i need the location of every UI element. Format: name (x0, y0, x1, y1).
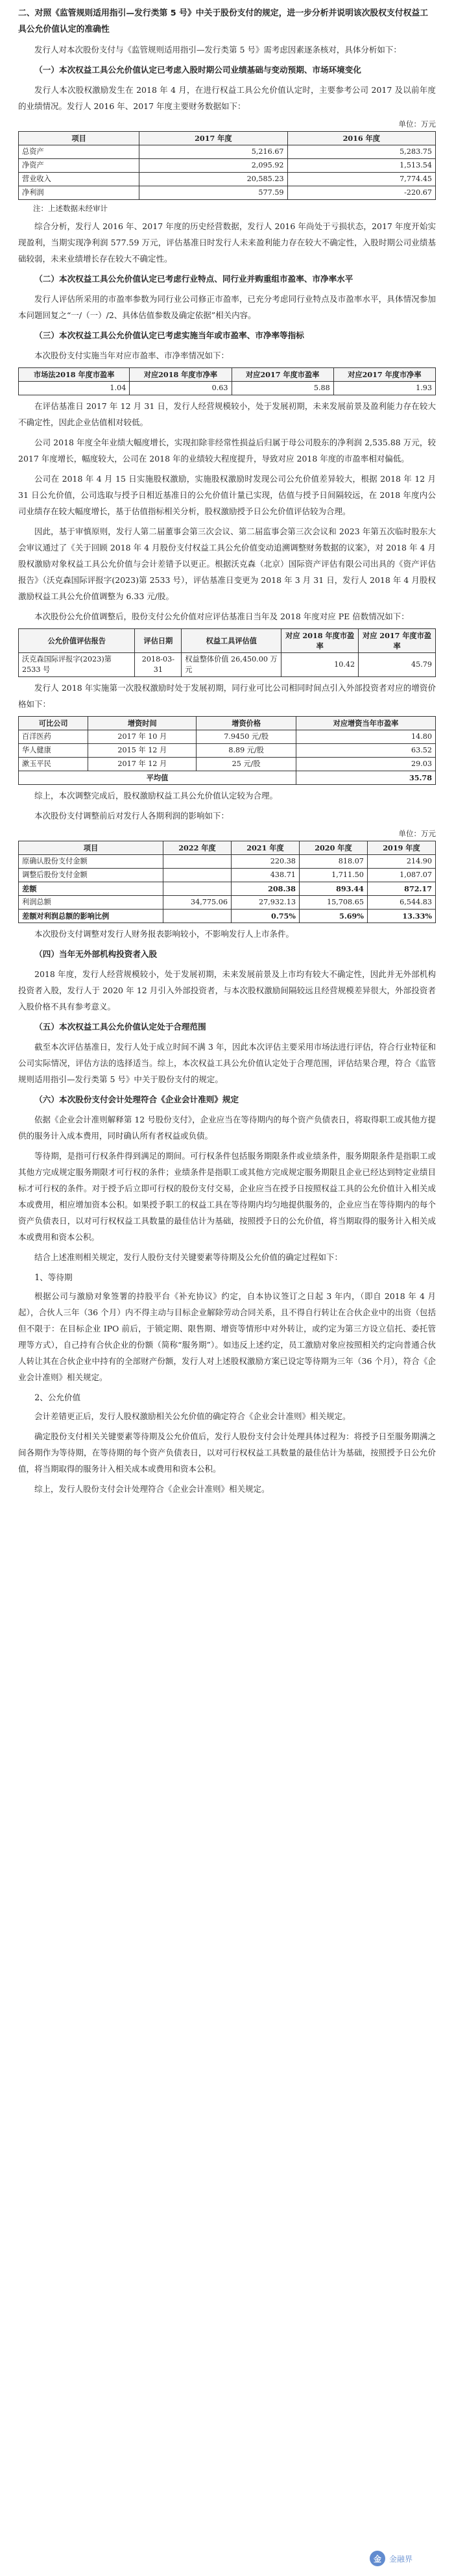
table-cell: 5,283.75 (287, 145, 435, 159)
table-header-row (19, 368, 436, 382)
table-header: 权益工具评估值 (182, 629, 281, 653)
table-cell: 214.90 (367, 855, 435, 869)
table-row (19, 730, 436, 744)
table-cell: 15,708.65 (299, 896, 367, 910)
table-cell (163, 882, 231, 896)
comparable-companies-table (18, 716, 436, 785)
table-cell (163, 869, 231, 882)
table-header-row (19, 629, 436, 653)
table-cell: 220.38 (231, 855, 299, 869)
table-cell: 2,095.92 (139, 159, 287, 173)
table-cell: 1.04 (19, 382, 130, 395)
table-cell: 20,585.23 (139, 173, 287, 186)
unit-label: 单位：万元 (398, 829, 436, 838)
paragraph: 本次股份公允价值调整后，股份支付公允价值对应评估基准日当年及 2018 年度对应 PE 倍数情况如下： (34, 612, 409, 621)
table-header: 对应2017 年度市盈率 (232, 368, 333, 382)
paragraph: 在评估基准日 2017 年 12 月 31 日，发行人经营规模较小，处于发展初期，未来发展前景及盈利能力存在较大不确定性，因此企业估值相对较低。 (18, 401, 436, 427)
sub-item-title: 1、等待期 (34, 1272, 73, 1282)
table-cell: 2017 年 12 月 (88, 758, 197, 771)
table-cell: 5.69% (299, 910, 367, 923)
table-cell: 872.17 (367, 882, 435, 896)
table-cell: 438.71 (231, 869, 299, 882)
table-cell: 27,932.13 (231, 896, 299, 910)
table-row (19, 186, 436, 200)
table-header-row (19, 841, 436, 855)
table-header-row (19, 132, 436, 145)
financial-table (18, 131, 436, 200)
table-cell (163, 855, 231, 869)
table-cell: 577.59 (139, 186, 287, 200)
table-row (19, 382, 436, 395)
table-header: 对应 2018 年度市盈率 (281, 629, 359, 653)
pe-pb-table (18, 367, 436, 395)
table-header: 公允价值评估报告 (19, 629, 135, 653)
average-value: 35.78 (296, 771, 435, 785)
table-header: 项目 (19, 841, 163, 855)
table-cell: 7,774.45 (287, 173, 435, 186)
table-header: 对应2017 年度市净率 (333, 368, 435, 382)
table-header: 对应2018 年度市净率 (130, 368, 232, 382)
paragraph: 综上，本次调整完成后，股权激励权益工具公允价值认定较为合理。 (34, 791, 278, 800)
paragraph: 因此，基于审慎原则，发行人第二届董事会第三次会议、第二届监事会第三次会议和 2023 年第五次临时股东大会审议通过了《关于回顾 2018 年 4 月股份支付权益工具公允价值变动追溯调整财务数据的议案》，对 2018 年 4 月股权激励对象权益工具公允价值与会计差错予以更正。根据沃克森（北京）国际资产评估有限公司出具的《资产评估报告》（沃克森国际评报字(2023)第 2533 号），评估基准日变更为 2018 年 3 月 31 日，发行人 2018 年 4 月股权激励权益工具公允价值调整为 6.33 元/股。 (18, 526, 436, 601)
table-cell: 29.03 (296, 758, 435, 771)
table-cell: 63.52 (296, 744, 435, 758)
subsection-title-4: （四）当年无外部机构投资者入股 (34, 949, 158, 959)
table-header: 2016 年度 (287, 132, 435, 145)
table-cell: 7.9450 元/股 (197, 730, 296, 744)
table-row (19, 173, 436, 186)
table-cell: 漱玉平民 (19, 758, 88, 771)
paragraph: 发行人本次股权激励发生在 2018 年 4 月，在进行权益工具公允价值认定时，主要参考公司 2017 及以前年度的业绩情况。发行人 2016 年、2017 年度主要财务数据如下： (18, 85, 436, 111)
table-cell: 25 元/股 (197, 758, 296, 771)
watermark-logo (370, 2550, 441, 2567)
subsection-title-6: （六）本次股份支付会计处理符合《企业会计准则》规定 (34, 1095, 239, 1104)
table-cell: 净利润 (19, 186, 139, 200)
table-row (19, 159, 436, 173)
table-cell: 净资产 (19, 159, 139, 173)
table-row (19, 910, 436, 923)
table-cell: 差额 (19, 882, 163, 896)
table-row (19, 145, 436, 159)
table-cell: 8.89 元/股 (197, 744, 296, 758)
table-cell: 1,087.07 (367, 869, 435, 882)
table-row (19, 882, 436, 896)
table-cell: 华人健康 (19, 744, 88, 758)
subsection-title-3: （三）本次权益工具公允价值认定已考虑实施当年或市盈率、市净率等指标 (34, 330, 304, 340)
paragraph: 确定股份支付相关关键要素等待期及公允价值后，发行人股份支付会计处理具体过程为：将授予日至服务期满之间各期作为等待期，在等待期的每个资产负债表日，以对可行权权益工具数量的最佳估计为基础，按照授予日公允价值，将当期取得的服务计入相关成本或费用和资本公积。 (18, 1431, 436, 1474)
table-header: 2019 年度 (367, 841, 435, 855)
watermark-icon: 金 (370, 2551, 385, 2566)
table-cell: 利润总额 (19, 896, 163, 910)
paragraph: 结合上述准则相关规定，发行人股份支付关键要素等待期及公允价值的确定过程如下： (34, 1252, 343, 1262)
paragraph: 本次股份支付实施当年对应市盈率、市净率情况如下： (34, 351, 230, 360)
paragraph: 根据公司与激励对象签署的持股平台《补充协议》约定，自本协议签订之日起 3 年内，（即自 2018 年 4 月起），合伙人三年（36 个月）内不得主动与目标企业解除劳动合同关系，且不得自行转让在合伙企业中的出资（包括但不限于：在目标企业 IPO 前后，于锁定期、限售期、增资等情形中对外转让，或约定为第三方设立信托、委托管理等方式），自己持有合伙企业的份额（简称“服务期”）。如违反上述约定，员工激励对象应按照相关约定向普通合伙人转让其在合伙企业中持有的全部财产份额，发行人对上述股权激励方案已设定等待期为三年（36 个月），符合《企业会计准则》相关规定。 (18, 1291, 436, 1382)
table-cell: 百洋医药 (19, 730, 88, 744)
paragraph: 2018 年度，发行人经营规模较小，处于发展初期，未来发展前景及上市均有较大不确定性，因此并无外部机构投资者入股，发行人于 2020 年 12 月引入外部投资者，与本次股权激励间隔较远且经营规模差异很大，外部投资者入股价格不具有参考意义。 (18, 969, 436, 1011)
table-cell: 6,544.83 (367, 896, 435, 910)
watermark-text: 金融界 (389, 2554, 413, 2564)
paragraph: 本次股份支付调整对发行人财务报表影响较小，不影响发行人上市条件。 (34, 929, 294, 939)
table-cell: 原确认股份支付金额 (19, 855, 163, 869)
table-cell: 45.79 (359, 653, 436, 677)
table-cell: 13.33% (367, 910, 435, 923)
table-cell: 10.42 (281, 653, 359, 677)
table-header: 2017 年度 (139, 132, 287, 145)
table-header: 可比公司 (19, 717, 88, 730)
table-row (19, 896, 436, 910)
table-cell: 893.44 (299, 882, 367, 896)
table-row (19, 653, 436, 677)
table-average-row (19, 771, 436, 785)
table-row (19, 869, 436, 882)
table-row (19, 744, 436, 758)
table-cell: 5,216.67 (139, 145, 287, 159)
paragraph: 综合分析，发行人 2016 年、2017 年度的历史经营数据，发行人 2016 年尚处于亏损状态，2017 年度开始实现盈利，当期实现净利润 577.59 万元，评估基准日时发行人未来盈利能力存在较大不确定性，入股时期公司业绩基础较弱，未来业绩增长存在较大不确定性。 (18, 221, 436, 264)
table-cell: 2015 年 12 月 (88, 744, 197, 758)
table-cell: 14.80 (296, 730, 435, 744)
subsection-title-5: （五）本次权益工具公允价值认定处于合理范围 (34, 1022, 206, 1032)
paragraph: 会计差错更正后，发行人股权激励相关公允价值的确定符合《企业会计准则》相关规定。 (34, 1411, 351, 1421)
table-cell: 总资产 (19, 145, 139, 159)
table-cell: 营业收入 (19, 173, 139, 186)
table-cell: 1.93 (333, 382, 435, 395)
table-row (19, 758, 436, 771)
paragraph: 公司 2018 年度全年业绩大幅度增长，实现扣除非经常性损益后归属于母公司股东的净利润 2,535.88 万元，较 2017 年度增长，幅度较大，公司在 2018 年的业绩较大程度提升，导致对应 2018 年度的市盈率相对偏低。 (18, 438, 436, 464)
table-header: 增资价格 (197, 717, 296, 730)
valuation-pe-table (18, 628, 436, 677)
paragraph: 发行人评估所采用的市盈率参数为同行业公司修正市盈率，已充分考虑同行业特点及市盈率水平，具体情况参加本问题回复之“一/（一）/2、具体估值参数及确定依据”相关内容。 (18, 294, 436, 320)
table-cell: 5.88 (232, 382, 333, 395)
table-cell: -220.67 (287, 186, 435, 200)
table-cell: 34,775.06 (163, 896, 231, 910)
paragraph: 截至本次评估基准日，发行人处于成立时间不满 3 年，因此本次评估主要采用市场法进行评估，符合行业特征和公司实际情况，评估方法的选择适当。综上，本次权益工具公允价值认定处于合理范围，评估结果合理，符合《监管规则适用指引—发行类第 5 号》中关于股份支付的规定。 (18, 1042, 436, 1084)
table-cell: 0.75% (231, 910, 299, 923)
paragraph: 发行人 2018 年实施第一次股权激励时处于发展初期，同行业可比公司相同时间点引入外部投资者对应的增资价格如下： (18, 683, 436, 709)
average-label: 平均值 (19, 771, 296, 785)
table-header: 项目 (19, 132, 139, 145)
table-note: 注：上述数据未经审计 (33, 204, 108, 213)
table-header: 增资时间 (88, 717, 197, 730)
table-cell: 208.38 (231, 882, 299, 896)
table-cell: 差额对利润总额的影响比例 (19, 910, 163, 923)
table-header-row (19, 717, 436, 730)
table-header: 对应增资当年市盈率 (296, 717, 435, 730)
table-header: 评估日期 (135, 629, 182, 653)
table-cell: 沃克森国际评报字(2023)第 2533 号 (19, 653, 135, 677)
profit-impact-table (18, 841, 436, 923)
subsection-title-1: （一）本次权益工具公允价值认定已考虑入股时期公司业绩基础与变动预期、市场环境变化 (34, 65, 361, 75)
section-heading: 二、对照《监管规则适用指引—发行类第 5 号》中关于股份支付的规定，进一步分析并说明该次股权支付权益工具公允价值认定的准确性 (18, 8, 429, 34)
table-cell: 0.63 (130, 382, 232, 395)
table-header: 市场法2018 年度市盈率 (19, 368, 130, 382)
table-cell: 2017 年 10 月 (88, 730, 197, 744)
table-header: 2022 年度 (163, 841, 231, 855)
table-header: 2020 年度 (299, 841, 367, 855)
table-cell: 1,711.50 (299, 869, 367, 882)
unit-label: 单位：万元 (398, 119, 436, 129)
paragraph: 等待期，是指可行权条件得到满足的期间。可行权条件包括服务期限条件或业绩条件，服务期限条件是指职工或其他方完成规定服务期限才可行权的条件；业绩条件是指职工或其他方完成规定服务期限且企业已经达到特定业绩目标才可行权的条件。对于授予后立即可行权的股份支付交易，企业应当在授予日按照权益工具的公允价值计入相关成本或费用，相应增加资本公积。如果授予职工的权益工具在等待期内均匀地提供服务的，企业应当在等待期内的每个资产负债表日，以对可行权权益工具数量的最佳估计为基础，按照授予日的公允价值，将当期取得的服务计入相关成本或费用和资本公积。 (18, 1151, 436, 1242)
paragraph: 本次股份支付调整前后对发行人各期利润的影响如下： (34, 811, 230, 821)
table-header: 对应 2017 年度市盈率 (359, 629, 436, 653)
table-cell: 818.07 (299, 855, 367, 869)
table-cell: 1,513.54 (287, 159, 435, 173)
table-cell: 调整后股份支付金额 (19, 869, 163, 882)
table-cell: 权益整体价值 26,450.00 万元 (182, 653, 281, 677)
subsection-title-2: （二）本次权益工具公允价值认定已考虑行业特点、同行业并购重组市盈率、市净率水平 (34, 274, 353, 284)
table-header: 2021 年度 (231, 841, 299, 855)
paragraph: 依据《企业会计准则解释第 12 号股份支付》，企业应当在等待期内的每个资产负债表日，将取得职工或其他方提供的服务计入成本费用，同时确认所有者权益或负债。 (18, 1115, 436, 1141)
table-cell (163, 910, 231, 923)
table-row (19, 855, 436, 869)
paragraph: 综上，发行人股份支付会计处理符合《企业会计准则》相关规定。 (34, 1484, 270, 1494)
paragraph: 公司在 2018 年 4 月 15 日实施股权激励，实施股权激励时发现公司公允价值差异较大，根据 2018 年 12 月 31 日公允价值，公司选取与授予日相近基准日的公允价值计量已实现，估值与授予日间隔较远，在 2018 年度内公司业绩存在较大幅度增长，基于估值指标相关分析，股权激励授予日公允价值评估较为合理。 (18, 474, 436, 516)
table-cell: 2018-03-31 (135, 653, 182, 677)
sub-item-title: 2、公允价值 (34, 1393, 81, 1402)
intro-paragraph: 发行人对本次股份支付与《监管规则适用指引—发行类第 5 号》需考虑因素逐条核对，具体分析如下： (34, 45, 401, 55)
